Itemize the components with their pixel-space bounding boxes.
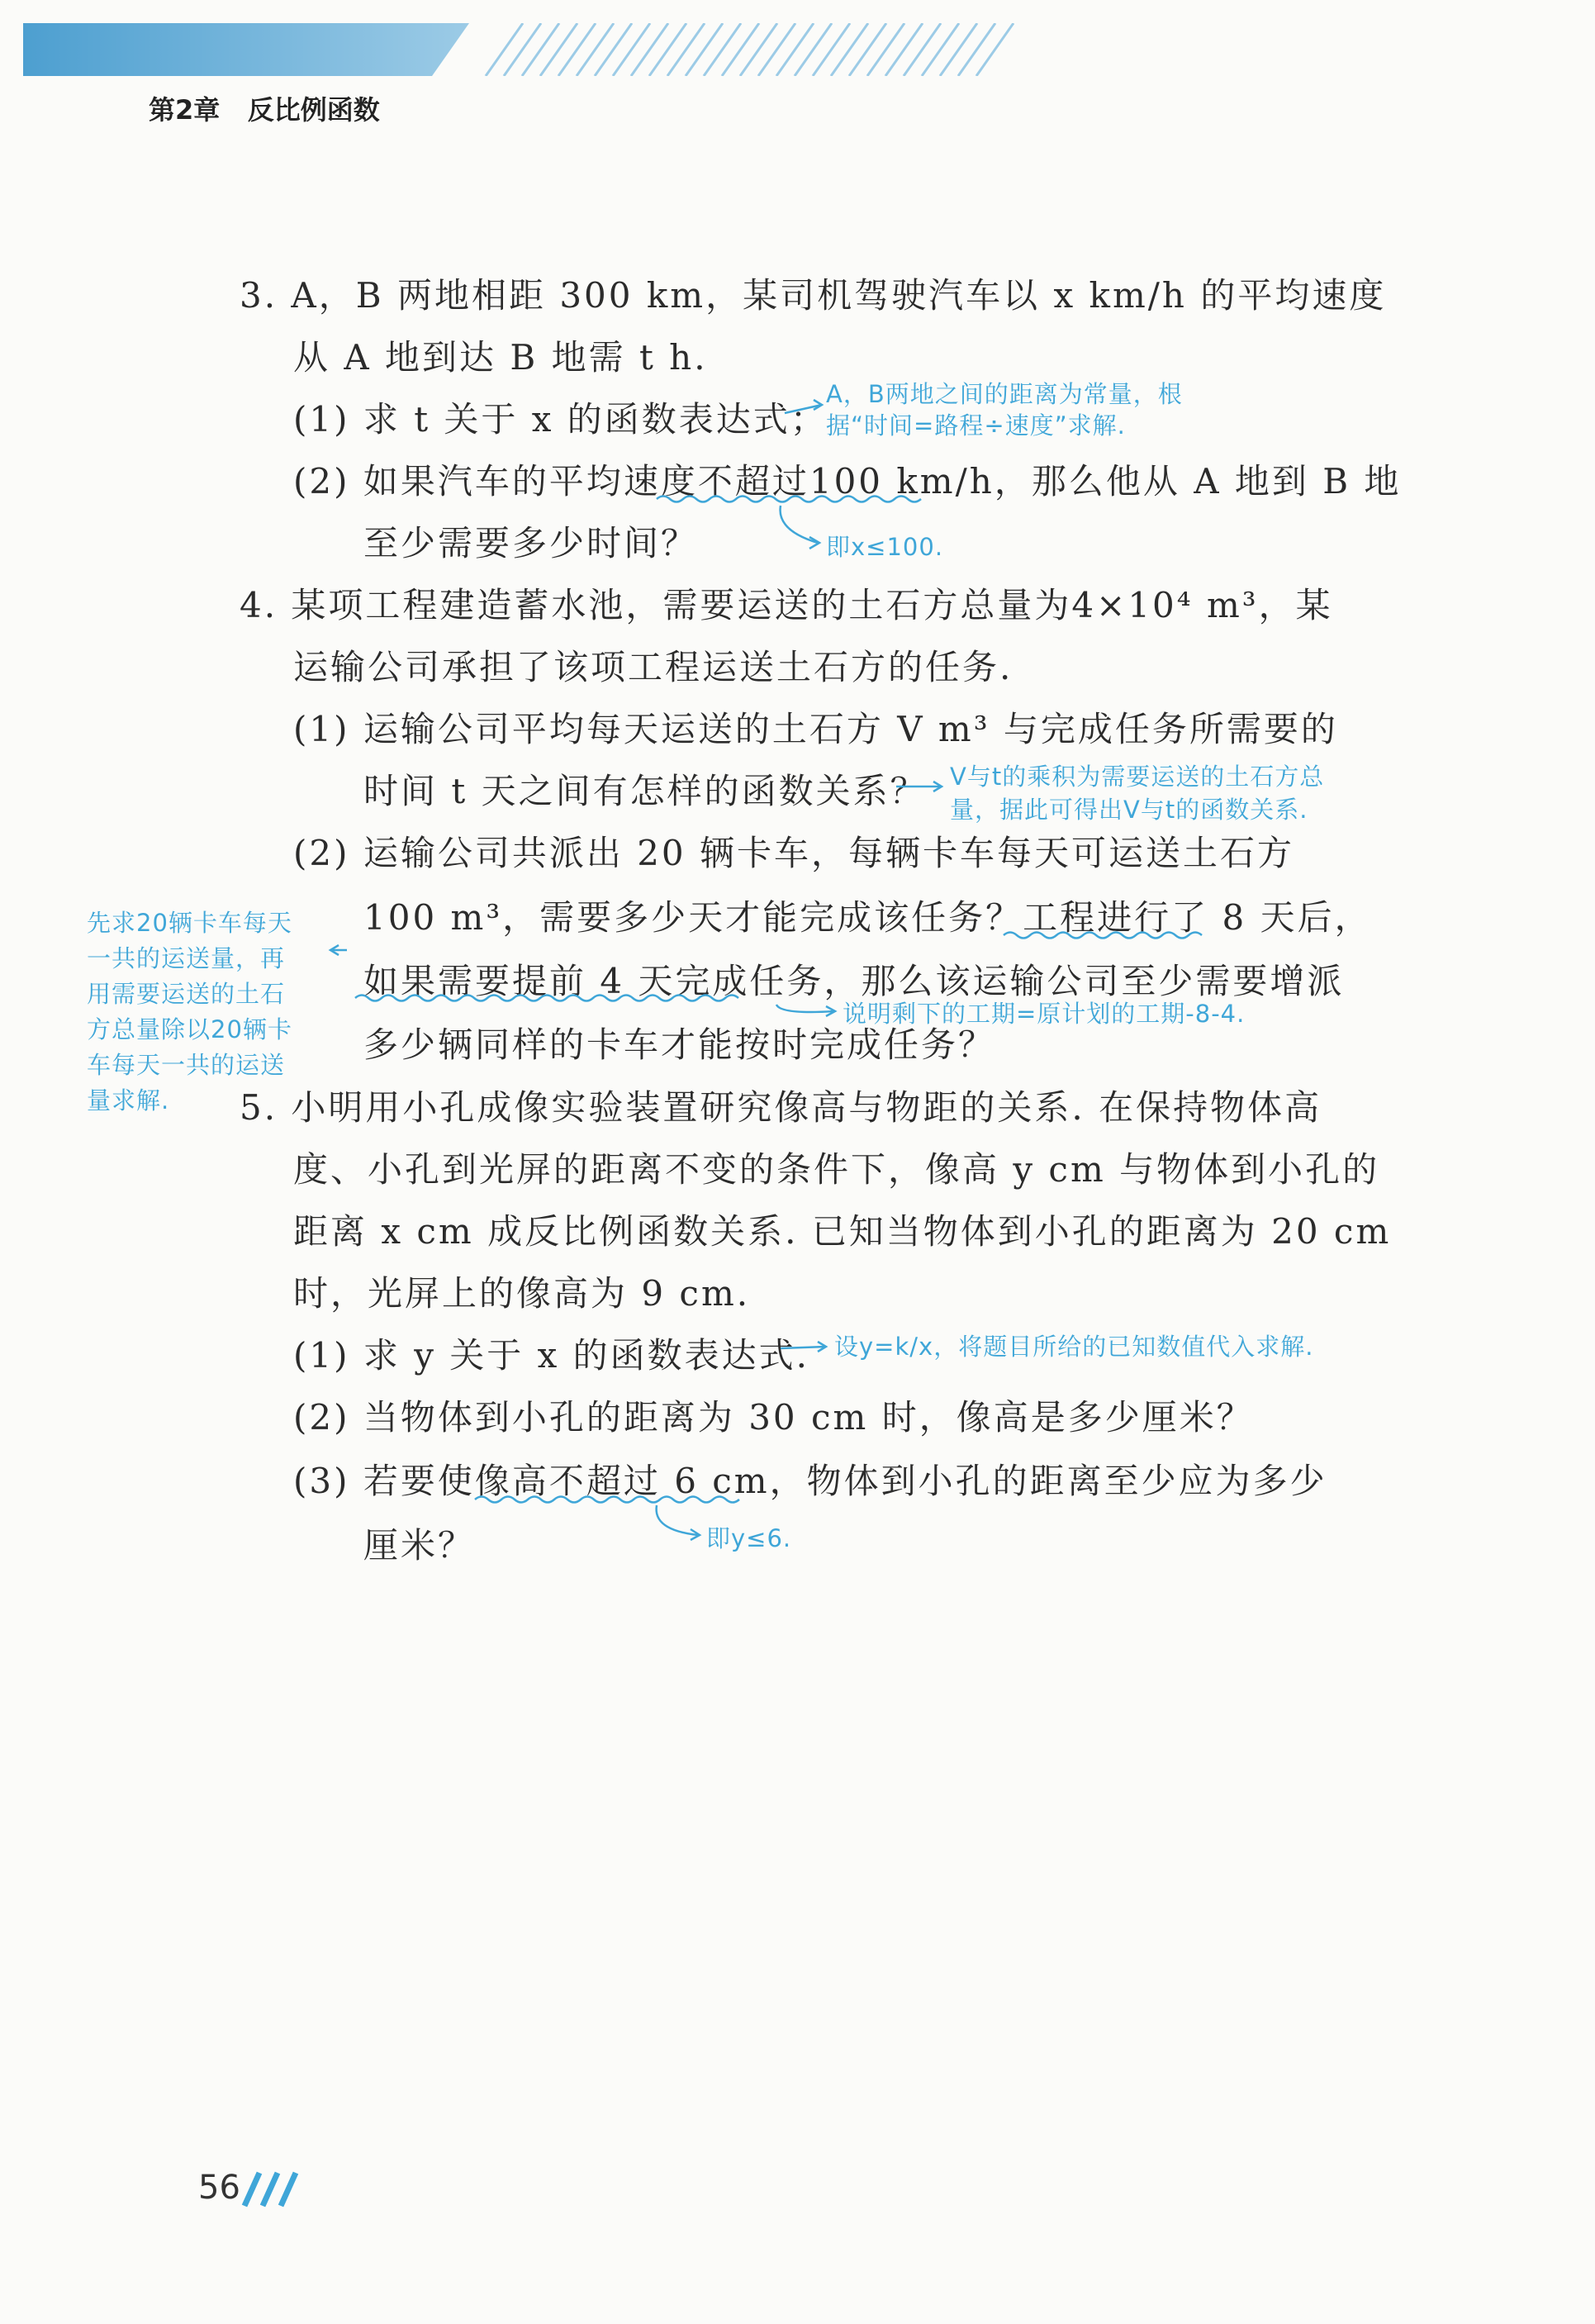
annotation-x-le-100: 即x≤100. <box>826 533 944 561</box>
arrow-speed-note <box>781 506 818 543</box>
problem-5-line4: 时，光屏上的像高为 9 cm. <box>293 1273 751 1314</box>
problem-5-line2: 度、小孔到光屏的距离不变的条件下，像高 y cm 与物体到小孔的 <box>293 1149 1380 1190</box>
annotation-set-y-k-over-x: 设y=k/x，将题目所给的已知数值代入求解. <box>834 1333 1314 1361</box>
annotation-left-line1: 先求20辆卡车每天 <box>87 909 292 937</box>
wavy-underline-height <box>475 1497 739 1503</box>
page-number-text: 56 <box>198 2169 240 2207</box>
annotation-distance-constant-line1: A，B两地之间的距离为常量，根 <box>826 380 1183 408</box>
wavy-underline-4-days <box>355 996 738 1001</box>
wavy-underline-speed <box>657 497 921 502</box>
problem-3-q2-line2: 至少需要多少时间？ <box>363 523 699 563</box>
problem-5-q1: (1) 求 y 关于 x 的函数表达式. <box>293 1335 810 1376</box>
problem-4-q1-line1: (1) 运输公司平均每天运送的土石方 V m³ 与完成任务所需要的 <box>293 709 1338 749</box>
problem-4-line2: 运输公司承担了该项工程运送土石方的任务. <box>293 647 1013 687</box>
problem-5-q3-line2: 厘米？ <box>363 1525 476 1566</box>
annotation-left-line4: 方总量除以20辆卡 <box>87 1015 292 1043</box>
page-number <box>198 2169 240 2207</box>
problem-4-q2-line2: 100 m³，需要多少天才能完成该任务？工程进行了 8 天后， <box>363 897 1372 938</box>
problem-5-q2: (2) 当物体到小孔的距离为 30 cm 时，像高是多少厘米？ <box>293 1397 1254 1438</box>
annotation-left-line6: 量求解. <box>87 1086 170 1114</box>
annotation-y-le-6: 即y≤6. <box>706 1524 792 1552</box>
chapter-number: 第2章 <box>149 94 221 126</box>
arrow-period-note <box>776 1005 834 1012</box>
annotation-distance-constant-line2: 据“时间=路程÷速度”求解. <box>826 411 1126 440</box>
problem-3-q1: (1) 求 t 关于 x 的函数表达式； <box>293 399 828 440</box>
annotation-remaining-period: 说明剩下的工期=原计划的工期-8-4. <box>843 1000 1246 1028</box>
chapter-title: 反比例函数 <box>247 94 380 126</box>
problem-4-q2-line3: 如果需要提前 4 天完成任务，那么该运输公司至少需要增派 <box>363 961 1345 1001</box>
annotation-v-t-product-line1: V与t的乘积为需要运送的土石方总 <box>950 763 1325 791</box>
problem-4-q2-line4: 多少辆同样的卡车才能按时完成任务？ <box>363 1024 996 1065</box>
problem-3-line2: 从 A 地到达 B 地需 t h. <box>293 337 708 378</box>
problem-5-line1: 5. 小明用小孔成像实验装置研究像高与物距的关系. 在保持物体高 <box>240 1087 1322 1128</box>
problem-4-q1-line2: 时间 t 天之间有怎样的函数关系？ <box>363 771 928 811</box>
problem-3-line1: 3. A，B 两地相距 300 km，某司机驾驶汽车以 x km/h 的平均速度 <box>240 275 1387 316</box>
annotation-left-line2: 一共的运送量，再 <box>87 944 286 972</box>
annotation-v-t-product-line2: 量，据此可得出V与t的函数关系. <box>950 796 1308 824</box>
annotation-left-line5: 车每天一共的运送 <box>87 1051 286 1079</box>
problem-4-q2-line1: (2) 运输公司共派出 20 辆卡车，每辆卡车每天可运送土石方 <box>293 833 1294 873</box>
problem-5-q3-line1: (3) 若要使像高不超过 6 cm，物体到小孔的距离至少应为多少 <box>293 1461 1327 1501</box>
arrow-y-k-note <box>781 1347 826 1348</box>
problem-5-line3: 距离 x cm 成反比例函数关系. 已知当物体到小孔的距离为 20 cm <box>293 1211 1392 1252</box>
annotation-left-line3: 用需要运送的土石 <box>87 980 286 1008</box>
page-number-slashes-icon <box>241 2171 307 2208</box>
wavy-underline-8-days <box>1004 933 1202 939</box>
problem-4-line1: 4. 某项工程建造蓄水池，需要运送的土石方总量为4×10⁴ m³，某 <box>240 585 1333 625</box>
problem-3-q2-line1: (2) 如果汽车的平均速度不超过100 km/h，那么他从 A 地到 B 地 <box>293 461 1402 501</box>
